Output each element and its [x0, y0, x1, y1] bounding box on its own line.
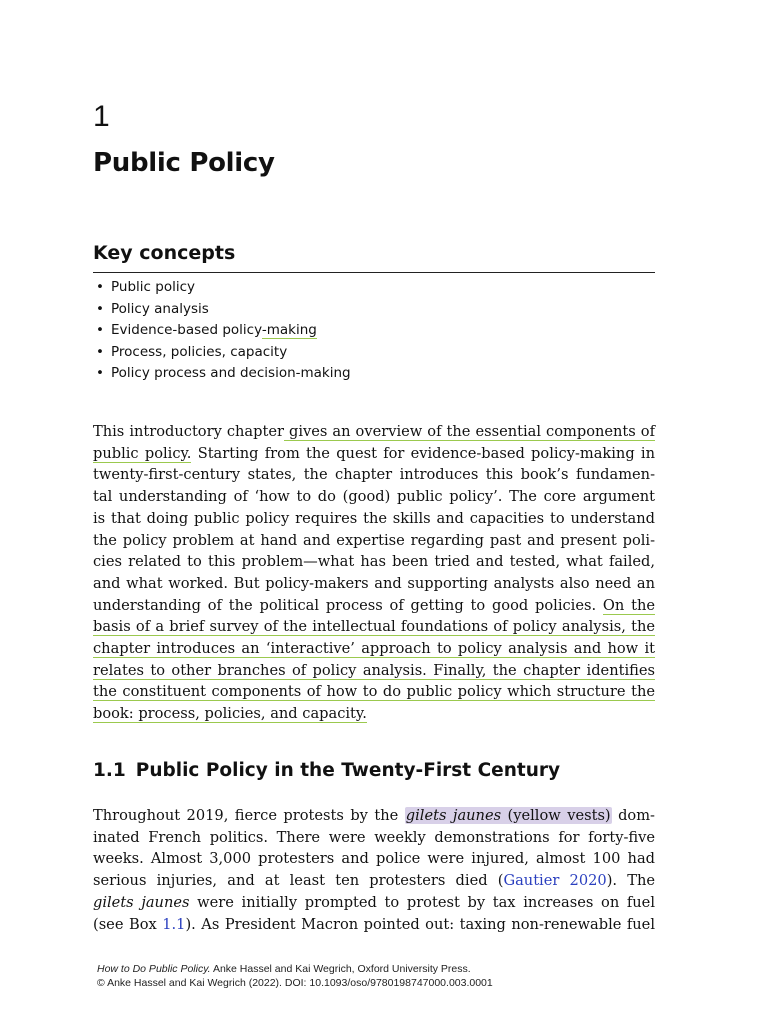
list-item: • Evidence-based policy-making	[93, 320, 351, 342]
section-line: Throughout 2019, fierce protests by the gilets jaunes (yellow vests) dom-	[93, 807, 655, 824]
section-line: inated French politics. There were weekly demonstrations for forty-five	[93, 828, 655, 846]
intro-line: and what worked. But policy-makers and supporting analysts also need an	[93, 574, 655, 592]
key-concepts-list	[93, 277, 351, 385]
chapter-number: 1	[93, 100, 110, 133]
section-line: gilets jaunes were initially prompted to protest by tax increases on fuel	[93, 893, 655, 911]
section-line: weeks. Almost 3,000 protesters and police were injured, almost 100 had	[93, 850, 655, 868]
footer-line-2: © Anke Hassel and Kai Wegrich (2022). DOI: 10.1093/oso/9780198747000.003.0001	[97, 977, 493, 989]
highlight[interactable]: relates to other branches of policy analysis. Finally, the chapter identifies	[93, 661, 655, 679]
intro-line	[93, 638, 655, 660]
citation-link[interactable]: Gautier 2020	[503, 872, 607, 890]
highlight[interactable]: book: process, policies, and capacity.	[93, 705, 367, 723]
intro-line	[93, 681, 655, 703]
section-line: serious injuries, and at least ten protesters died (Gautier 2020). The	[93, 872, 655, 890]
highlight[interactable]: basis of a brief survey of the intellectual foundations of policy analysis, the	[93, 618, 655, 636]
intro-line: the policy problem at hand and expertise regarding past and present poli-	[93, 531, 655, 549]
section-heading	[93, 758, 560, 784]
highlight[interactable]: the constituent components of how to do public policy which structure the	[93, 683, 655, 701]
section-paragraph	[93, 805, 655, 935]
intro-line	[93, 616, 655, 638]
section-title: Public Policy in the Twenty-First Century	[135, 760, 561, 781]
intro-line: is that doing public policy requires the skills and capacities to understand	[93, 509, 655, 527]
highlight[interactable]: gilets jaunes (yellow vests)	[405, 807, 611, 824]
intro-line: This introductory chapter gives an overview of the essential components of	[93, 423, 655, 440]
box-reference-link[interactable]: 1.1	[162, 915, 186, 933]
intro-paragraph	[93, 421, 655, 725]
book-title: How to Do Public Policy.	[97, 963, 211, 975]
highlight[interactable]: public policy.	[93, 444, 192, 462]
intro-line	[93, 660, 655, 682]
highlight[interactable]: On the	[602, 596, 655, 614]
section-line: (see Box 1.1). As President Macron pointed out: taxing non-renewable fuel	[93, 915, 655, 933]
list-item: • Public policy	[93, 277, 351, 299]
intro-line: tal understanding of ‘how to do (good) public policy’. The core argument	[93, 488, 655, 506]
intro-line: twenty-first-century states, the chapter introduces this book’s fundamen-	[93, 466, 655, 484]
page-footer	[97, 962, 697, 990]
highlight[interactable]: -making	[261, 322, 317, 339]
intro-line: understanding of the political process of getting to good policies. On the	[93, 596, 655, 614]
list-item: • Process, policies, capacity	[93, 342, 351, 364]
footer-line-1: How to Do Public Policy. Anke Hassel and Kai Wegrich, Oxford University Press.	[97, 963, 471, 975]
intro-line: cies related to this problem—what has been tried and tested, what failed,	[93, 553, 655, 571]
key-concepts-heading: Key concepts	[93, 240, 655, 273]
section-number: 1.1	[93, 760, 126, 781]
intro-line	[93, 703, 655, 725]
highlight[interactable]: chapter introduces an ‘interactive’ approach to policy analysis and how it	[93, 640, 655, 658]
list-item: • Policy analysis	[93, 299, 351, 321]
highlight[interactable]: gives an overview of the essential components of	[283, 423, 655, 440]
list-item: • Policy process and decision-making	[93, 363, 351, 385]
intro-line: public policy. Starting from the quest for evidence-based policy-making in	[93, 444, 655, 462]
chapter-title: Public Policy	[93, 148, 275, 178]
